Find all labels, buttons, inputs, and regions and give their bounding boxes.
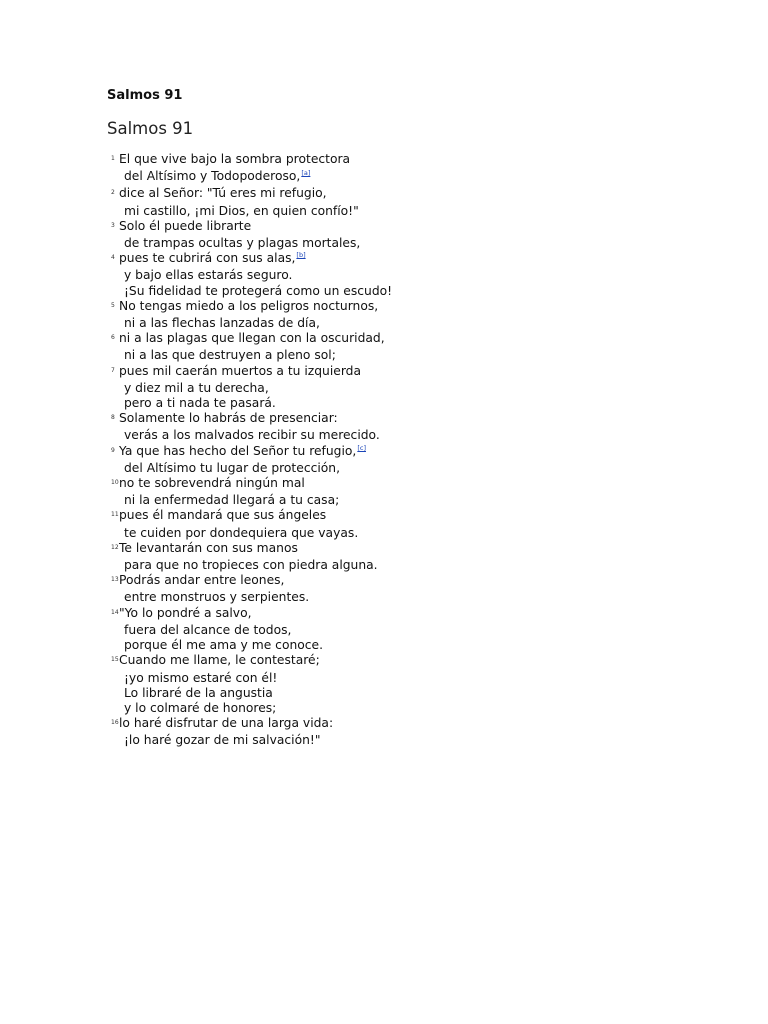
- verse-number: 11: [111, 511, 119, 519]
- verse-continuation-line: [107, 461, 747, 476]
- verse-text: de trampas ocultas y plagas mortales,: [124, 236, 361, 251]
- verse-line-15: [107, 653, 747, 670]
- verse-continuation-line: [107, 428, 747, 443]
- page-title: Salmos 91: [107, 88, 183, 103]
- verse-text: No tengas miedo a los peligros nocturnos,: [119, 298, 379, 313]
- verse-text: y lo colmaré de honores;: [124, 700, 277, 715]
- verse-text: Lo libraré de la angustia: [124, 685, 273, 700]
- verse-text: verás a los malvados recibir su merecido.: [124, 428, 380, 443]
- verse-text: Podrás andar entre leones,: [119, 573, 285, 588]
- verse-line-2: [107, 186, 747, 203]
- verse-text: del Altísimo tu lugar de protección,: [124, 460, 340, 475]
- verse-text: ni la enfermedad llegará a tu casa;: [124, 493, 340, 508]
- verse-continuation-line: [107, 268, 747, 283]
- verse-number: 14: [111, 608, 119, 616]
- verse-number: 1: [111, 155, 115, 162]
- verse-text: ni a las que destruyen a pleno sol;: [124, 348, 336, 363]
- verse-line-9: [107, 444, 747, 461]
- verse-text: y bajo ellas estarás seguro.: [124, 268, 293, 283]
- document-page: [107, 87, 747, 749]
- verse-text: porque él me ama y me conoce.: [124, 638, 324, 653]
- verse-continuation-line: [107, 686, 747, 701]
- verse-continuation-line: [107, 671, 747, 686]
- verse-line-3: [107, 219, 747, 236]
- verse-line-14: [107, 606, 747, 623]
- verse-text: El que vive bajo la sombra protectora: [119, 152, 351, 166]
- psalm-text: [107, 152, 747, 749]
- verse-number: 13: [111, 576, 119, 584]
- verse-text: Solo él puede librarte: [119, 218, 252, 233]
- verse-line-4: [107, 251, 747, 268]
- verse-number: 8: [111, 414, 115, 422]
- footnote-link[interactable]: [a]: [301, 169, 311, 178]
- verse-line-5: [107, 299, 747, 316]
- verse-continuation-line: [107, 558, 747, 573]
- verse-continuation-line: [107, 396, 747, 411]
- verse-text: Cuando me llame, le contestaré;: [119, 653, 320, 668]
- verse-continuation-line: [107, 623, 747, 638]
- verse-text: Te levantarán con sus manos: [119, 540, 298, 555]
- verse-continuation-line: [107, 733, 747, 748]
- verse-text: dice al Señor: "Tú eres mi refugio,: [119, 186, 327, 201]
- verse-number: 9: [111, 446, 115, 454]
- verse-line-10: [107, 476, 747, 493]
- verse-text: pero a ti nada te pasará.: [124, 396, 276, 411]
- verse-continuation-line: [107, 701, 747, 716]
- verse-text: entre monstruos y serpientes.: [124, 590, 310, 605]
- verse-text: ni a las plagas que llegan con la oscuridad,: [119, 331, 385, 346]
- verse-line-11: [107, 508, 747, 525]
- verse-text: y diez mil a tu derecha,: [124, 380, 269, 395]
- verse-continuation-line: [107, 204, 747, 219]
- verse-number: 4: [111, 254, 115, 262]
- verse-number: 7: [111, 366, 115, 374]
- verse-line-16: [107, 716, 747, 733]
- verse-text: mi castillo, ¡mi Dios, en quien confío!": [124, 203, 359, 218]
- footnote-link[interactable]: [b]: [296, 251, 306, 260]
- verse-text: fuera del alcance de todos,: [124, 622, 292, 637]
- verse-text: pues él mandará que sus ángeles: [119, 508, 327, 523]
- verse-number: 10: [111, 479, 119, 487]
- verse-continuation-line: [107, 316, 747, 331]
- verse-continuation-line: [107, 590, 747, 605]
- verse-number: 12: [111, 543, 119, 551]
- verse-text: ¡Su fidelidad te protegerá como un escudo!: [124, 283, 393, 298]
- verse-continuation-line: [107, 169, 747, 186]
- psalm-heading: Salmos 91: [107, 119, 194, 138]
- verse-line-1: [107, 152, 747, 169]
- verse-text: ¡lo haré gozar de mi salvación!": [124, 733, 321, 748]
- footnote-link[interactable]: [c]: [357, 443, 366, 452]
- verse-continuation-line: [107, 348, 747, 363]
- verse-continuation-line: [107, 493, 747, 508]
- verse-text: te cuiden por dondequiera que vayas.: [124, 525, 359, 540]
- verse-line-6: [107, 331, 747, 348]
- verse-text: Ya que has hecho del Señor tu refugio,: [119, 443, 357, 458]
- verse-continuation-line: [107, 526, 747, 541]
- verse-continuation-line: [107, 236, 747, 251]
- verse-text: lo haré disfrutar de una larga vida:: [119, 716, 334, 731]
- verse-number: 15: [111, 656, 119, 664]
- verse-line-13: [107, 573, 747, 590]
- verse-line-7: [107, 364, 747, 381]
- verse-continuation-line: [107, 638, 747, 653]
- verse-text: no te sobrevendrá ningún mal: [119, 476, 305, 491]
- verse-number: 6: [111, 334, 115, 342]
- verse-line-12: [107, 541, 747, 558]
- verse-number: 3: [111, 221, 115, 229]
- verse-line-8: [107, 411, 747, 428]
- verse-continuation-line: [107, 381, 747, 396]
- verse-number: 5: [111, 301, 115, 309]
- verse-text: para que no tropieces con piedra alguna.: [124, 558, 378, 573]
- verse-number: 16: [111, 719, 119, 727]
- verse-text: ¡yo mismo estaré con él!: [124, 670, 278, 685]
- verse-text: pues mil caerán muertos a tu izquierda: [119, 363, 362, 378]
- verse-continuation-line: [107, 284, 747, 299]
- verse-text: "Yo lo pondré a salvo,: [119, 605, 252, 620]
- verse-text: Solamente lo habrás de presenciar:: [119, 411, 338, 426]
- verse-text: ni a las flechas lanzadas de día,: [124, 316, 320, 331]
- verse-text: del Altísimo y Todopoderoso,: [124, 169, 301, 184]
- verse-number: 2: [111, 189, 115, 197]
- verse-text: pues te cubrirá con sus alas,: [119, 251, 296, 266]
